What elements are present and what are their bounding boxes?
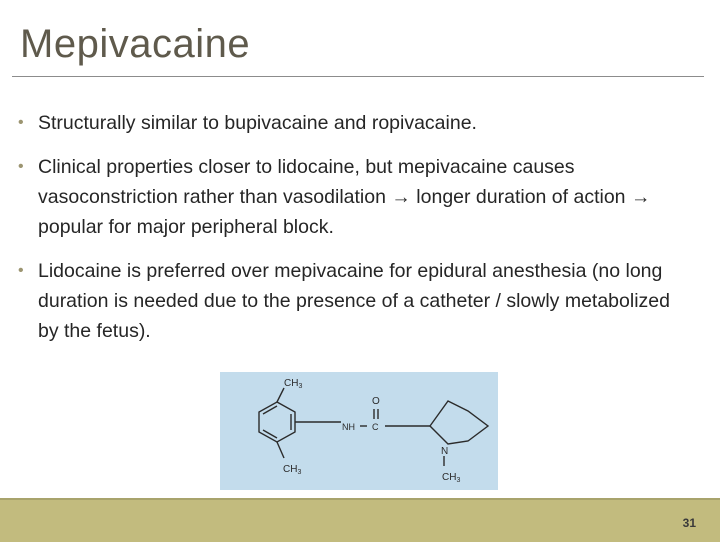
bullet-dot-icon: • xyxy=(18,114,24,131)
chemical-structure-diagram xyxy=(220,372,498,490)
bullet-list xyxy=(18,108,688,360)
footer-bar xyxy=(0,498,720,542)
bullet-item xyxy=(18,256,688,346)
slide-title: Mepivacaine xyxy=(20,22,251,66)
bullet-text: Structurally similar to bupivacaine and ropivacaine. xyxy=(38,112,477,134)
piperidine-ring xyxy=(430,401,488,444)
benzene-ring xyxy=(259,402,295,442)
carbonyl-carbon-label: C xyxy=(372,422,379,432)
oxygen-label: O xyxy=(372,396,380,407)
nitrogen-label: N xyxy=(441,446,449,457)
n-methyl-label: $CH_3$ xyxy=(442,472,461,484)
bullet-text: popular for major peripheral block. xyxy=(38,216,334,238)
bullet-item xyxy=(18,152,688,242)
nh-label: NH xyxy=(342,422,355,432)
title-divider xyxy=(12,76,704,77)
mepivacaine-structure-figure xyxy=(220,372,498,490)
bullet-dot-icon: • xyxy=(18,262,24,279)
bullet-item xyxy=(18,108,688,138)
right-arrow-icon: → xyxy=(391,186,411,208)
bullet-text: longer duration of action xyxy=(416,186,631,208)
bullet-text: Clinical properties closer to lidocaine, but mepivacaine causes vasoconstriction rather than vasodilation xyxy=(38,156,575,208)
page-number: 31 xyxy=(682,516,696,530)
bullet-dot-icon: • xyxy=(18,158,24,175)
methyl-label-bottom: $CH_3$ xyxy=(283,464,302,476)
right-arrow-icon: → xyxy=(630,186,651,208)
methyl-label-top: $CH_3$ xyxy=(284,378,303,390)
bullet-text: Lidocaine is preferred over mepivacaine for epidural anesthesia (no long duration is needed due to the presence of a catheter / slowly metabolized by the fetus). xyxy=(38,260,670,342)
